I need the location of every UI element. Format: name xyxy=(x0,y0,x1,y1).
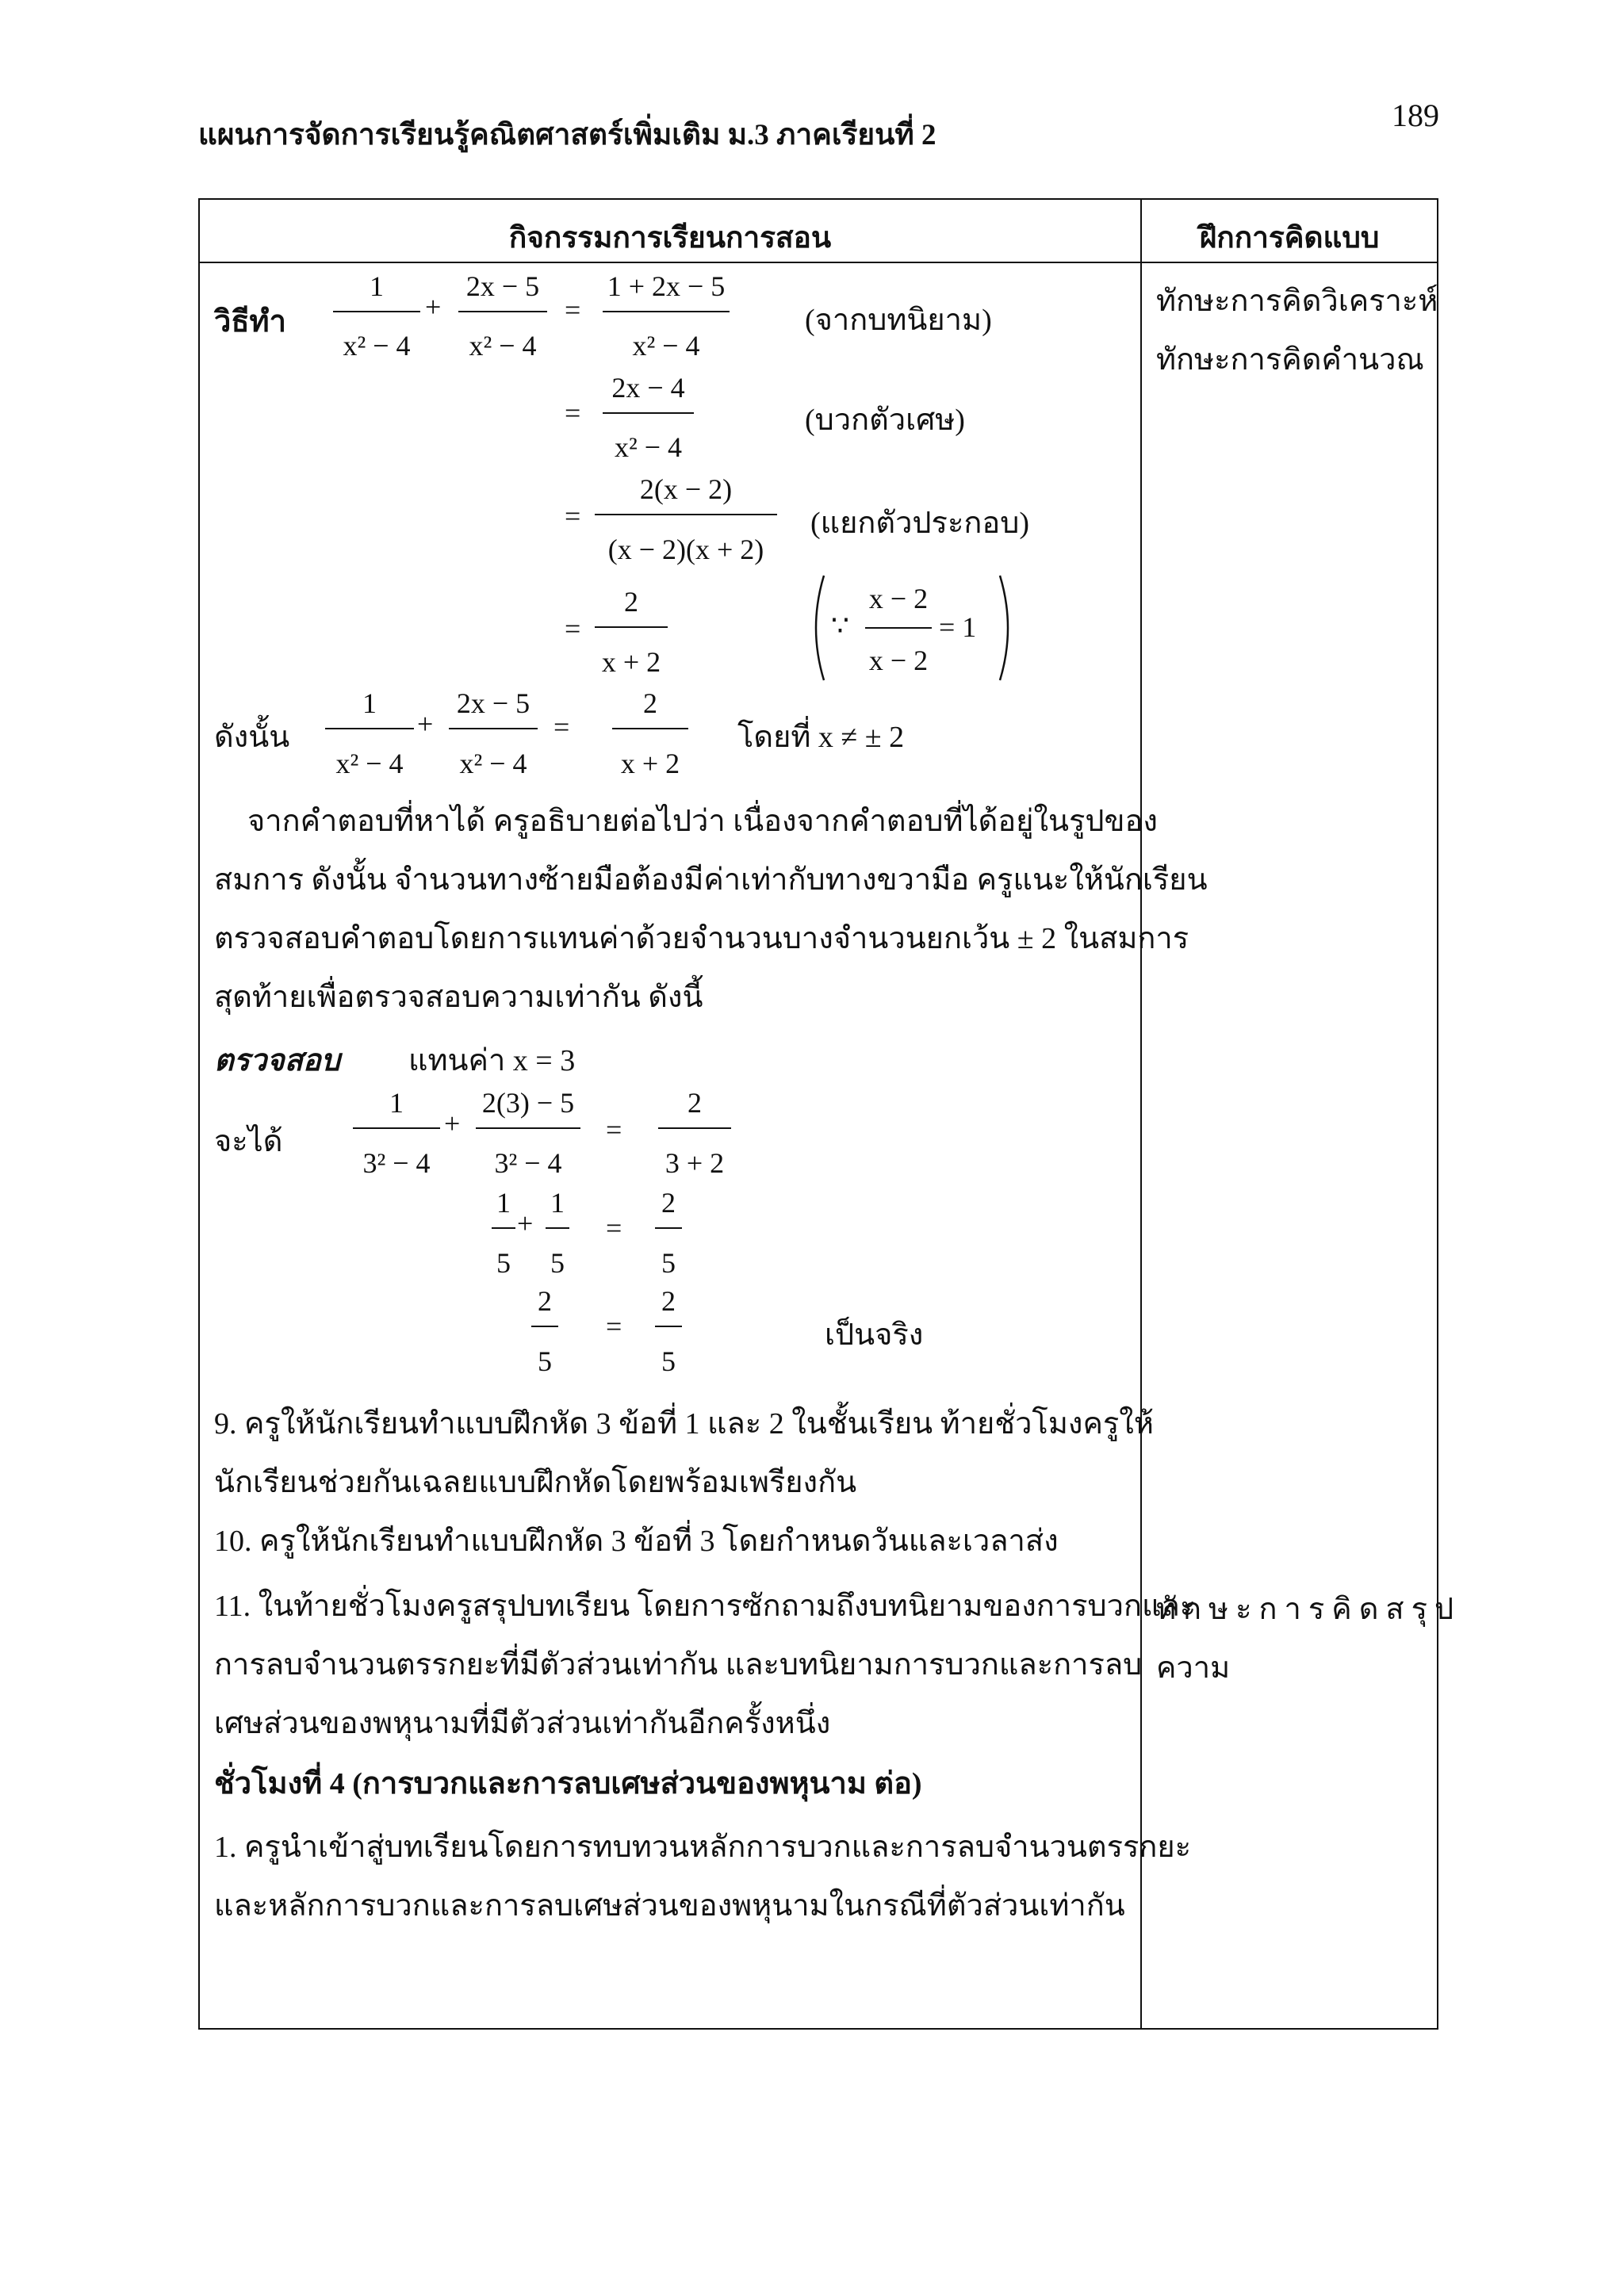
conclusion-label: ดังนั้น xyxy=(214,721,290,754)
fraction-denominator: 5 xyxy=(538,1345,552,1377)
fraction-numerator: 2(3) − 5 xyxy=(481,1087,575,1119)
fraction-bar xyxy=(449,728,538,729)
fraction-bar xyxy=(655,1227,682,1229)
fraction-denominator: x² − 4 xyxy=(459,748,527,779)
activity-line: เศษส่วนของพหุนามที่มีตัวส่วนเท่ากันอีกครั้งหนึ่ง xyxy=(214,1707,831,1740)
fraction-numerator: 2 xyxy=(661,1187,676,1219)
fraction-numerator: 1 xyxy=(370,270,384,302)
fraction-numerator: 1 xyxy=(496,1187,511,1219)
fraction-bar xyxy=(658,1127,731,1129)
activity-line: 10. ครูให้นักเรียนทำแบบฝึกหัด 3 ข้อที่ 3 โดยกำหนดวันและเวลาส่ง xyxy=(214,1525,1059,1558)
equals-sign: = xyxy=(553,711,570,743)
fraction-denominator: 3 + 2 xyxy=(665,1147,725,1179)
document-title: แผนการจัดการเรียนรู้คณิตศาสตร์เพิ่มเติม ม.3 ภาคเรียนที่ 2 xyxy=(198,119,936,151)
fraction-numerator: 1 + 2x − 5 xyxy=(607,270,726,302)
fraction-denominator: x − 2 xyxy=(868,645,929,676)
step-note: (บวกตัวเศษ) xyxy=(805,404,965,437)
table-column-divider xyxy=(1140,198,1142,2030)
table-bottom-border xyxy=(198,2028,1438,2030)
fraction-denominator: x² − 4 xyxy=(343,330,411,362)
fraction-bar xyxy=(603,412,694,414)
skill-summarizing-cont: ความ xyxy=(1156,1651,1231,1685)
activity-line: การลบจำนวนตรรกยะที่มีตัวส่วนเท่ากัน และบทนิยามการบวกและการลบ xyxy=(214,1648,1143,1682)
fraction-bar xyxy=(603,311,730,312)
fraction-numerator: 1 xyxy=(389,1087,404,1119)
substitute-text: แทนค่า x = 3 xyxy=(408,1044,576,1077)
equals-sign: = xyxy=(606,1311,622,1342)
equals-one: = 1 xyxy=(939,611,977,643)
activity-line: 11. ในท้ายชั่วโมงครูสรุปบทเรียน โดยการซักถามถึงบทนิยามของการบวกและ xyxy=(214,1590,1197,1623)
right-parenthesis xyxy=(1000,576,1008,680)
domain-condition: โดยที่ x ≠ ± 2 xyxy=(737,721,905,754)
paragraph-line: สุดท้ายเพื่อตรวจสอบความเท่ากัน ดังนี้ xyxy=(214,981,703,1014)
fraction-numerator: 2 xyxy=(624,586,638,618)
fraction-bar xyxy=(595,626,668,628)
plus-sign: + xyxy=(517,1207,534,1239)
fraction-bar xyxy=(458,311,547,312)
fraction-denominator: (x − 2)(x + 2) xyxy=(607,534,764,565)
fraction-bar xyxy=(531,1326,558,1327)
equals-sign: = xyxy=(606,1212,622,1244)
skill-analytical: ทักษะการคิดวิเคราะห์ xyxy=(1156,285,1438,318)
fraction-denominator: x² − 4 xyxy=(632,330,700,362)
fraction-numerator: 2 xyxy=(643,687,657,719)
paragraph-line: ตรวจสอบคำตอบโดยการแทนค่าด้วยจำนวนบางจำนวนยกเว้น ± 2 ในสมการ xyxy=(214,922,1189,955)
plus-sign: + xyxy=(417,708,434,740)
fraction-denominator: 3² − 4 xyxy=(494,1147,562,1179)
fraction-denominator: 5 xyxy=(496,1247,511,1279)
fraction-numerator: 2x − 5 xyxy=(456,687,530,719)
solution-label: วิธีทำ xyxy=(214,305,286,339)
table-header-divider xyxy=(198,262,1438,263)
activity-line: 9. ครูให้นักเรียนทำแบบฝึกหัด 3 ข้อที่ 1 และ 2 ในชั้นเรียน ท้ายชั่วโมงครูให้ xyxy=(214,1407,1154,1441)
fraction-denominator: 5 xyxy=(661,1345,676,1377)
fraction-denominator: 3² − 4 xyxy=(362,1147,431,1179)
table-right-border xyxy=(1437,198,1438,2030)
because-symbol: ∵ xyxy=(831,610,849,641)
fraction-bar xyxy=(612,728,688,729)
equals-sign: = xyxy=(606,1114,622,1146)
table-left-border xyxy=(198,198,200,2030)
fraction-numerator: 2 xyxy=(538,1285,552,1317)
hour4-heading: ชั่วโมงที่ 4 (การบวกและการลบเศษส่วนของพหุนาม ต่อ) xyxy=(214,1767,922,1800)
skill-summarizing: ทักษะการคิดสรุป xyxy=(1156,1593,1461,1626)
get-label: จะได้ xyxy=(214,1125,283,1158)
fraction-numerator: 1 xyxy=(362,687,377,719)
fraction-numerator: 2x − 4 xyxy=(611,372,685,404)
fraction-bar xyxy=(333,311,420,312)
step-note: (จากบทนิยาม) xyxy=(805,304,992,337)
fraction-numerator: 1 xyxy=(550,1187,565,1219)
fraction-numerator: 2x − 5 xyxy=(465,270,540,302)
fraction-numerator: x − 2 xyxy=(868,583,929,614)
fraction-bar xyxy=(476,1127,580,1129)
fraction-numerator: 2 xyxy=(661,1285,676,1317)
left-parenthesis xyxy=(816,576,824,680)
equals-sign: = xyxy=(565,397,581,429)
fraction-denominator: 5 xyxy=(550,1247,565,1279)
fraction-bar xyxy=(595,514,777,515)
equals-sign: = xyxy=(565,294,581,326)
equals-sign: = xyxy=(565,613,581,645)
fraction-denominator: x² − 4 xyxy=(614,431,683,463)
table-top-border xyxy=(198,198,1438,200)
fraction-denominator: 5 xyxy=(661,1247,676,1279)
check-label: ตรวจสอบ xyxy=(214,1044,340,1077)
plus-sign: + xyxy=(425,291,442,323)
fraction-denominator: x² − 4 xyxy=(469,330,537,362)
equals-sign: = xyxy=(565,500,581,532)
fraction-numerator: 2 xyxy=(688,1087,702,1119)
hour4-line: และหลักการบวกและการลบเศษส่วนของพหุนามในกรณีที่ตัวส่วนเท่ากัน xyxy=(214,1889,1125,1923)
plus-sign: + xyxy=(444,1108,461,1139)
hour4-line: 1. ครูนำเข้าสู่บทเรียนโดยการทบทวนหลักการบวกและการลบจำนวนตรรกยะ xyxy=(214,1831,1192,1864)
paragraph-line: จากคำตอบที่หาได้ ครูอธิบายต่อไปว่า เนื่องจากคำตอบที่ได้อยู่ในรูปของ xyxy=(247,805,1158,838)
true-note: เป็นจริง xyxy=(825,1318,924,1352)
fraction-denominator: x² − 4 xyxy=(335,748,404,779)
fraction-bar xyxy=(655,1326,682,1327)
fraction-denominator: x + 2 xyxy=(601,646,661,678)
step-note: (แยกตัวประกอบ) xyxy=(810,507,1029,540)
page-number: 189 xyxy=(1392,98,1439,133)
paragraph-line: สมการ ดังนั้น จำนวนทางซ้ายมือต้องมีค่าเท่ากับทางขวามือ ครูแนะให้นักเรียน xyxy=(214,863,1208,897)
column-header-activities: กิจกรรมการเรียนการสอน xyxy=(508,222,832,254)
fraction-denominator: x + 2 xyxy=(620,748,680,779)
fraction-numerator: 2(x − 2) xyxy=(639,473,733,505)
fraction-bar xyxy=(325,728,414,729)
column-header-thinking: ฝึกการคิดแบบ xyxy=(1199,222,1380,254)
activity-line: นักเรียนช่วยกันเฉลยแบบฝึกหัดโดยพร้อมเพรียงกัน xyxy=(214,1466,857,1499)
fraction-bar xyxy=(546,1227,569,1229)
fraction-bar xyxy=(353,1127,440,1129)
skill-computational: ทักษะการคิดคำนวณ xyxy=(1156,343,1424,377)
fraction-bar xyxy=(492,1227,515,1229)
